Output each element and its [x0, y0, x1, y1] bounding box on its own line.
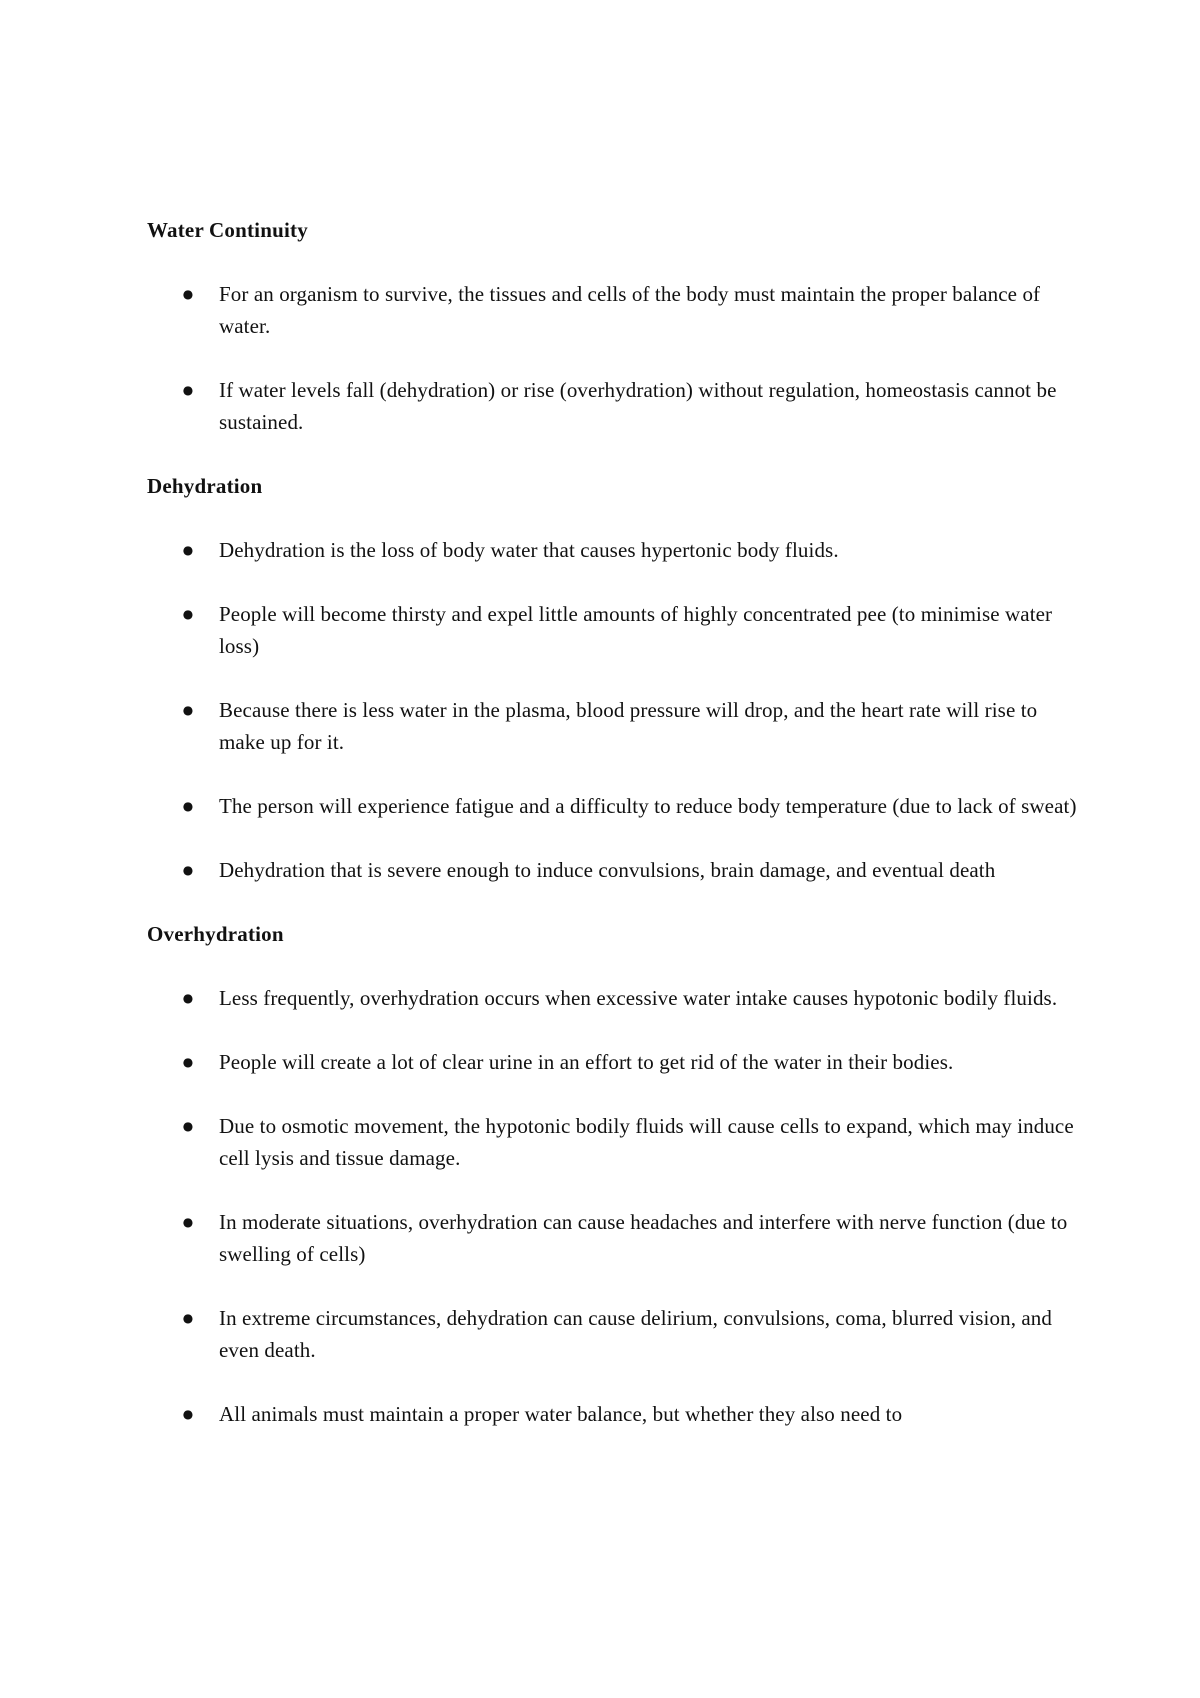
list-item — [147, 694, 1077, 758]
bullet-icon: ● — [182, 1215, 194, 1229]
section-overhydration — [147, 918, 1077, 1430]
list-item — [147, 1398, 1077, 1430]
bullet-list — [147, 982, 1077, 1430]
list-item-text: The person will experience fatigue and a difficulty to reduce body temperature (due to lack of sweat) — [219, 794, 1077, 818]
list-item-text: In extreme circumstances, dehydration can cause delirium, convulsions, coma, blurred vision, and even death. — [219, 1306, 1053, 1362]
list-item-text: People will create a lot of clear urine in an effort to get rid of the water in their bodies. — [219, 1050, 954, 1074]
list-item-text: In moderate situations, overhydration can cause headaches and interfere with nerve function (due to swelling of cells) — [219, 1210, 1068, 1266]
list-item — [147, 1302, 1077, 1366]
list-item — [147, 278, 1077, 342]
section-heading: Water Continuity — [147, 218, 308, 242]
bullet-icon: ● — [182, 1055, 194, 1069]
bullet-icon: ● — [182, 1311, 194, 1325]
bullet-list — [147, 534, 1077, 886]
bullet-icon: ● — [182, 383, 194, 397]
bullet-icon: ● — [182, 607, 194, 621]
list-item-text: Because there is less water in the plasma, blood pressure will drop, and the heart rate will rise to make up for it. — [219, 698, 1038, 754]
list-item — [147, 1206, 1077, 1270]
bullet-icon: ● — [182, 1407, 194, 1421]
list-item-text: Dehydration is the loss of body water that causes hypertonic body fluids. — [219, 538, 839, 562]
document-content — [147, 214, 1077, 1462]
bullet-icon: ● — [182, 543, 194, 557]
list-item-text: Dehydration that is severe enough to induce convulsions, brain damage, and eventual death — [219, 858, 996, 882]
list-item-text: If water levels fall (dehydration) or rise (overhydration) without regulation, homeostasis cannot be sustained. — [219, 378, 1057, 434]
list-item — [147, 598, 1077, 662]
list-item-text: Due to osmotic movement, the hypotonic bodily fluids will cause cells to expand, which may induce cell lysis and tissue damage. — [219, 1114, 1074, 1170]
list-item — [147, 534, 1077, 566]
bullet-icon: ● — [182, 1119, 194, 1133]
list-item-text: Less frequently, overhydration occurs when excessive water intake causes hypotonic bodily fluids. — [219, 986, 1058, 1010]
list-item-text: For an organism to survive, the tissues and cells of the body must maintain the proper balance of water. — [219, 282, 1041, 338]
list-item — [147, 1046, 1077, 1078]
bullet-icon: ● — [182, 863, 194, 877]
bullet-icon: ● — [182, 799, 194, 813]
list-item — [147, 1110, 1077, 1174]
bullet-icon: ● — [182, 287, 194, 301]
section-heading: Overhydration — [147, 922, 284, 946]
bullet-icon: ● — [182, 703, 194, 717]
bullet-icon: ● — [182, 991, 194, 1005]
section-water-continuity — [147, 214, 1077, 438]
list-item — [147, 982, 1077, 1014]
list-item-text: All animals must maintain a proper water balance, but whether they also need to — [219, 1402, 903, 1426]
bullet-list — [147, 278, 1077, 438]
list-item — [147, 854, 1077, 886]
list-item-text: People will become thirsty and expel little amounts of highly concentrated pee (to minimise water loss) — [219, 602, 1053, 658]
list-item — [147, 374, 1077, 438]
section-dehydration — [147, 470, 1077, 886]
list-item — [147, 790, 1077, 822]
section-heading: Dehydration — [147, 474, 263, 498]
